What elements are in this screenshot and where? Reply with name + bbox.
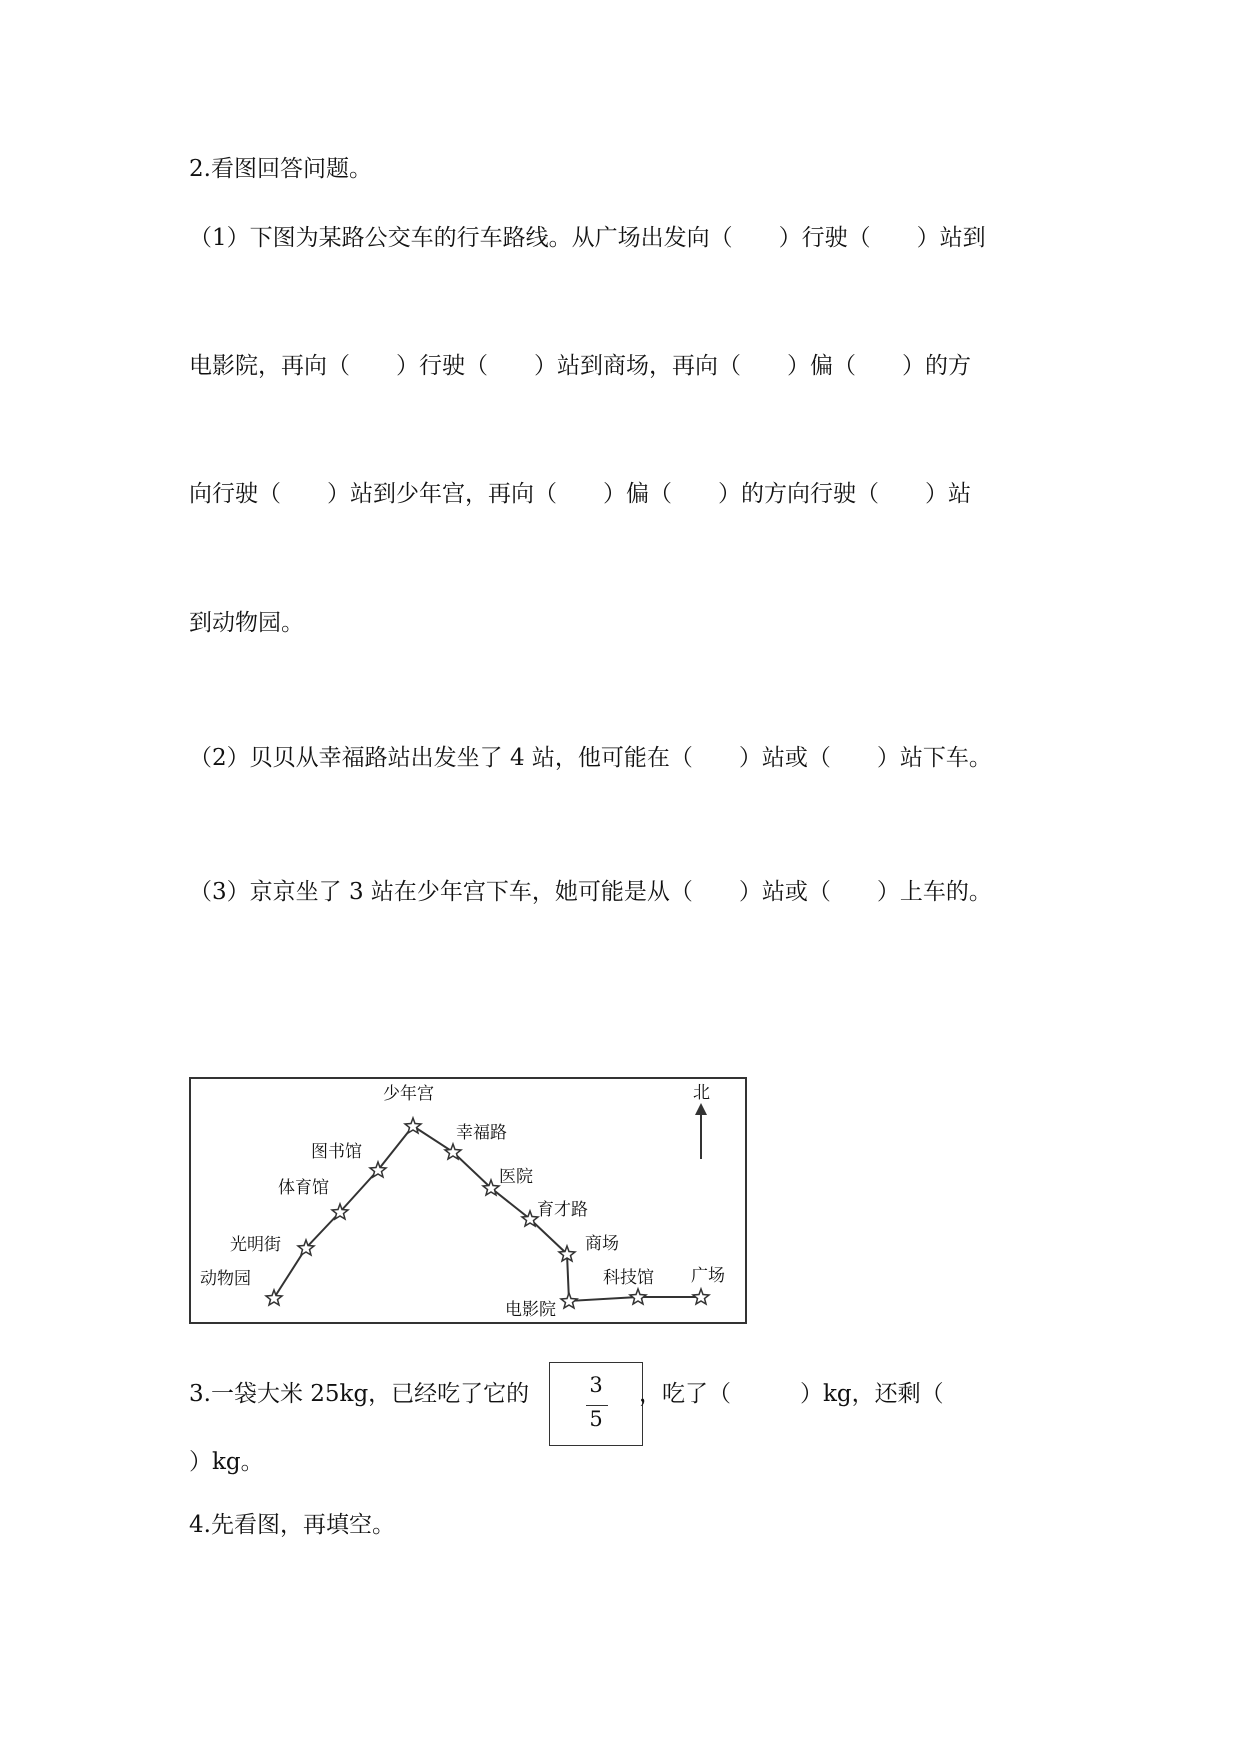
station-label-yucailu: 育才路 bbox=[537, 1200, 588, 1220]
question-3-text-cont: ）kg。 bbox=[189, 1449, 264, 1475]
station-label-shaoniangong: 少年宫 bbox=[383, 1084, 434, 1104]
station-label-dianyingyuan: 电影院 bbox=[505, 1300, 556, 1320]
station-label-tiyuguan: 体育馆 bbox=[278, 1178, 329, 1198]
station-label-tushuguan: 图书馆 bbox=[311, 1142, 362, 1162]
station-star-dongwuyuan bbox=[266, 1290, 282, 1305]
question-2-part3: （3）京京坐了 3 站在少年宫下车，她可能是从（ ）站或（ ）上车的。 bbox=[189, 879, 992, 905]
question-2-part1-line4: 到动物园。 bbox=[189, 610, 304, 636]
station-label-kejiguan: 科技馆 bbox=[603, 1268, 654, 1288]
fraction-numerator: 3 bbox=[589, 1373, 603, 1397]
question-3-text-after: ，吃了（ ）kg，还剩（ bbox=[639, 1381, 944, 1407]
station-star-kejiguan bbox=[630, 1289, 646, 1304]
question-2-part2: （2）贝贝从幸福路站出发坐了 4 站，他可能在（ ）站或（ ）站下车。 bbox=[189, 745, 992, 771]
fraction-bar bbox=[586, 1405, 608, 1406]
station-star-guangchang bbox=[693, 1289, 709, 1304]
question-2-part1-line2: 电影院，再向（ ）行驶（ ）站到商场，再向（ ）偏（ ）的方 bbox=[189, 353, 971, 379]
route-diagram bbox=[191, 1079, 745, 1322]
station-label-dongwuyuan: 动物园 bbox=[200, 1269, 251, 1289]
question-3-text-before: 3.一袋大米 25kg，已经吃了它的 bbox=[189, 1381, 530, 1407]
fraction-box bbox=[549, 1362, 643, 1446]
question-4-title: 4.先看图，再填空。 bbox=[189, 1512, 395, 1538]
question-2-title: 2.看图回答问题。 bbox=[189, 156, 372, 182]
station-label-yiyuan: 医院 bbox=[499, 1167, 533, 1187]
station-star-dianyingyuan bbox=[561, 1293, 577, 1308]
station-label-shangchang: 商场 bbox=[585, 1234, 619, 1254]
bus-route-map bbox=[189, 1077, 747, 1324]
station-label-guangmingjie: 光明街 bbox=[230, 1235, 281, 1255]
north-label: 北 bbox=[693, 1083, 710, 1103]
station-label-xingfulu: 幸福路 bbox=[456, 1123, 507, 1143]
question-2-part1-line3: 向行驶（ ）站到少年宫，再向（ ）偏（ ）的方向行驶（ ）站 bbox=[189, 481, 971, 507]
fraction-denominator: 5 bbox=[589, 1407, 603, 1431]
north-indicator bbox=[693, 1083, 710, 1159]
question-2-part1-line1: （1）下图为某路公交车的行车路线。从广场出发向（ ）行驶（ ）站到 bbox=[189, 225, 986, 251]
station-label-guangchang: 广场 bbox=[691, 1266, 725, 1286]
